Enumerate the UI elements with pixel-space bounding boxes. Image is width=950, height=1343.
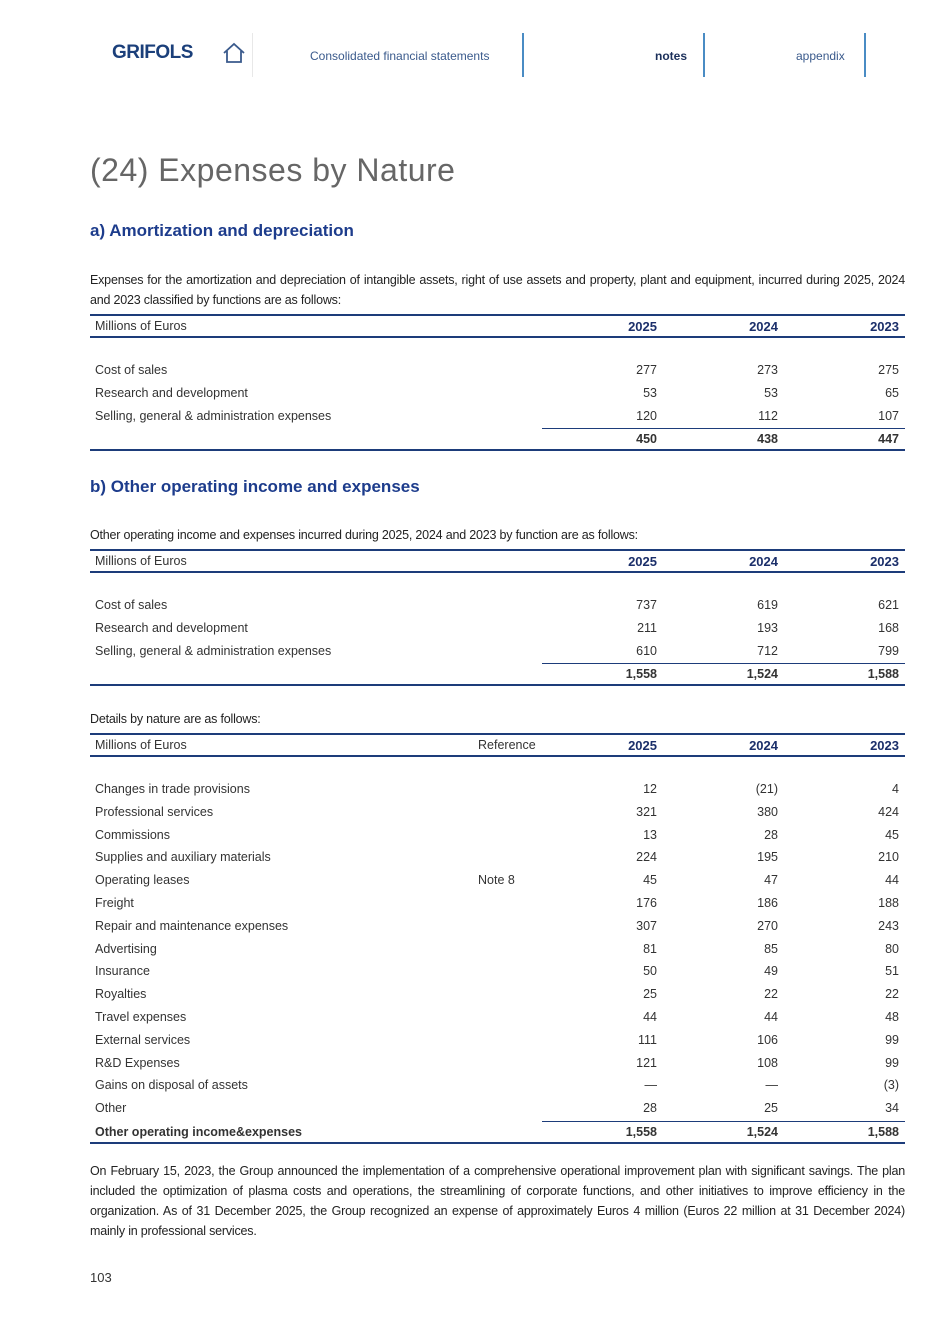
row-value: 321 (636, 804, 657, 819)
row-value: 619 (757, 598, 778, 612)
row-value: 176 (636, 895, 657, 910)
year-header: 2023 (870, 319, 899, 334)
row-label: Commissions (95, 827, 171, 842)
row-value: 621 (878, 598, 899, 612)
total-value: 1,588 (867, 1124, 899, 1139)
row-label: Professional services (95, 804, 214, 819)
row-value: 80 (885, 941, 899, 956)
row-value: 22 (764, 987, 778, 1002)
home-icon[interactable] (222, 42, 246, 64)
row-value: 120 (636, 408, 657, 423)
table-row (90, 779, 905, 802)
row-value: 107 (878, 408, 899, 423)
row-label: External services (95, 1032, 191, 1047)
table-row (90, 360, 905, 383)
amortization-table (90, 314, 905, 451)
table-row (90, 641, 905, 664)
table-row (90, 1075, 905, 1098)
row-value: 211 (637, 620, 657, 635)
page-title: (24) Expenses by Nature (90, 152, 456, 188)
row-value: 13 (643, 827, 657, 842)
table-header (90, 733, 905, 757)
section-b-heading: b) Other operating income and expenses (90, 477, 420, 496)
row-value: 28 (764, 827, 778, 842)
row-label: Supplies and auxiliary materials (95, 850, 271, 865)
row-label: Gains on disposal of assets (95, 1078, 248, 1093)
row-value: 737 (636, 598, 657, 612)
details-intro: Details by nature are as follows: (90, 712, 261, 726)
row-value: 53 (643, 385, 657, 400)
year-header: 2024 (749, 738, 778, 753)
row-value: 25 (643, 987, 657, 1002)
row-value: 44 (764, 1009, 778, 1024)
restructuring-note: On February 15, 2023, the Group announced the implementation of a comprehensive operational improvement plan with significant savings. The plan included the optimization of plasma costs and operations, the streamlining of corporate functions, and other initiatives to improve efficiency in the organization. As of 31 December 2025, the Group recognized an expense of approximately Euros 4 million (Euros 22 million at 31 December 2024) mainly in professional services. (90, 1164, 905, 1238)
unit-label: Millions of Euros (95, 738, 187, 752)
row-label: R&D Expenses (95, 1055, 180, 1070)
row-label: Advertising (95, 941, 157, 956)
total-value: 1,558 (625, 1124, 657, 1139)
other-operating-table (90, 549, 905, 686)
row-label: Research and development (95, 620, 248, 635)
row-label: Operating leases (95, 873, 190, 888)
table-row (90, 595, 905, 618)
table-row (90, 1030, 905, 1053)
table-row (90, 1053, 905, 1076)
year-header: 2024 (749, 554, 778, 569)
table-row (90, 939, 905, 962)
table-row (90, 961, 905, 984)
section-a-intro: Expenses for the amortization and depreciation of intangible assets, right of use assets and property, plant and equipment, incurred during 2025, 2024 and 2023 classified by functions are as follows: (90, 273, 905, 307)
total-value: 447 (878, 432, 899, 447)
row-value: — (644, 1078, 657, 1093)
row-label: Insurance (95, 964, 150, 979)
row-value: 193 (757, 620, 778, 635)
table-row (90, 1007, 905, 1030)
row-value: 380 (757, 804, 778, 819)
total-value: 1,524 (746, 667, 778, 682)
row-label: Travel expenses (95, 1009, 187, 1024)
table-row (90, 847, 905, 870)
row-label: Cost of sales (95, 363, 168, 377)
table-row (90, 825, 905, 848)
total-value: 1,558 (625, 667, 657, 682)
table-row (90, 984, 905, 1007)
row-value: 121 (636, 1055, 657, 1070)
row-value: 108 (757, 1055, 778, 1070)
row-label: Selling, general & administration expenses (95, 408, 332, 423)
section-b-intro: Other operating income and expenses incurred during 2025, 2024 and 2023 by function are as follows: (90, 528, 638, 542)
details-by-nature-table (90, 733, 905, 1144)
row-value: 273 (757, 363, 778, 377)
table-row (90, 383, 905, 406)
row-value: 168 (878, 620, 899, 635)
row-value: 195 (757, 850, 778, 865)
row-value: 610 (636, 643, 657, 658)
row-value: 47 (764, 873, 778, 888)
row-value: 4 (892, 782, 899, 796)
row-value: 34 (885, 1101, 899, 1116)
row-reference: Note 8 (478, 873, 515, 888)
row-value: 81 (643, 941, 657, 956)
year-header: 2025 (628, 554, 657, 569)
row-value: 85 (764, 941, 778, 956)
row-value: 22 (885, 987, 899, 1002)
total-value: 1,588 (867, 667, 899, 682)
row-value: 275 (878, 363, 899, 377)
row-value: 307 (636, 918, 657, 933)
unit-label: Millions of Euros (95, 319, 187, 333)
total-value: 1,524 (746, 1124, 778, 1139)
divider (522, 33, 524, 77)
page-number: 103 (90, 1270, 112, 1285)
row-value: 12 (643, 782, 657, 796)
row-value: 243 (878, 918, 899, 933)
row-value: 44 (643, 1009, 657, 1024)
table-header (90, 314, 905, 338)
row-value: 99 (885, 1032, 899, 1047)
row-value: (21) (755, 782, 778, 796)
row-value: 44 (885, 873, 899, 888)
year-header: 2025 (628, 738, 657, 753)
table-row (90, 916, 905, 939)
row-value: 424 (878, 804, 899, 819)
total-row (90, 428, 905, 451)
nav-appendix[interactable]: appendix (796, 49, 845, 63)
divider (252, 33, 253, 77)
divider (864, 33, 866, 77)
row-value: 277 (636, 363, 657, 377)
row-value: 712 (757, 643, 778, 658)
table-row (90, 802, 905, 825)
row-label: Changes in trade provisions (95, 782, 250, 796)
section-a-heading: a) Amortization and depreciation (90, 221, 354, 240)
row-value: 799 (878, 643, 899, 658)
total-value: 450 (636, 432, 657, 447)
row-label: Other (95, 1101, 127, 1116)
year-header: 2024 (749, 319, 778, 334)
divider (703, 33, 705, 77)
total-row (90, 663, 905, 686)
year-header: 2023 (870, 738, 899, 753)
table-row (90, 618, 905, 641)
row-value: 51 (885, 964, 899, 979)
row-value: 45 (643, 873, 657, 888)
table-row (90, 870, 905, 893)
row-label: Royalties (95, 987, 147, 1002)
row-value: 28 (643, 1101, 657, 1116)
table-row (90, 406, 905, 429)
year-header: 2025 (628, 319, 657, 334)
row-value: 53 (764, 385, 778, 400)
total-label: Other operating income&expenses (95, 1124, 303, 1139)
row-value: 50 (643, 964, 657, 979)
row-value: 48 (885, 1009, 899, 1024)
row-value: 99 (885, 1055, 899, 1070)
unit-label: Millions of Euros (95, 554, 187, 568)
row-value: 45 (885, 827, 899, 842)
row-value: 111 (637, 1032, 657, 1047)
nav-notes[interactable]: notes (655, 49, 688, 63)
row-label: Cost of sales (95, 598, 168, 612)
row-value: 188 (878, 895, 899, 910)
total-row (90, 1121, 905, 1144)
row-label: Research and development (95, 385, 248, 400)
row-value: 65 (885, 385, 899, 400)
table-row (90, 893, 905, 916)
row-value: 210 (878, 850, 899, 865)
grifols-logo: GRIFOLS (112, 42, 193, 63)
row-value: 25 (764, 1101, 778, 1116)
row-value: 224 (636, 850, 657, 865)
row-label: Freight (95, 895, 134, 910)
total-value: 438 (757, 432, 778, 447)
row-value: 106 (757, 1032, 778, 1047)
row-value: (3) (883, 1078, 899, 1093)
year-header: 2023 (870, 554, 899, 569)
row-value: — (765, 1078, 778, 1093)
table-row (90, 1098, 905, 1121)
row-value: 112 (758, 408, 778, 423)
row-value: 49 (764, 964, 778, 979)
row-value: 270 (757, 918, 778, 933)
row-label: Repair and maintenance expenses (95, 918, 289, 933)
table-header (90, 549, 905, 573)
row-value: 186 (757, 895, 778, 910)
reference-header: Reference (478, 738, 536, 752)
row-label: Selling, general & administration expenses (95, 643, 332, 658)
nav-consolidated-statements[interactable]: Consolidated financial statements (310, 49, 490, 63)
